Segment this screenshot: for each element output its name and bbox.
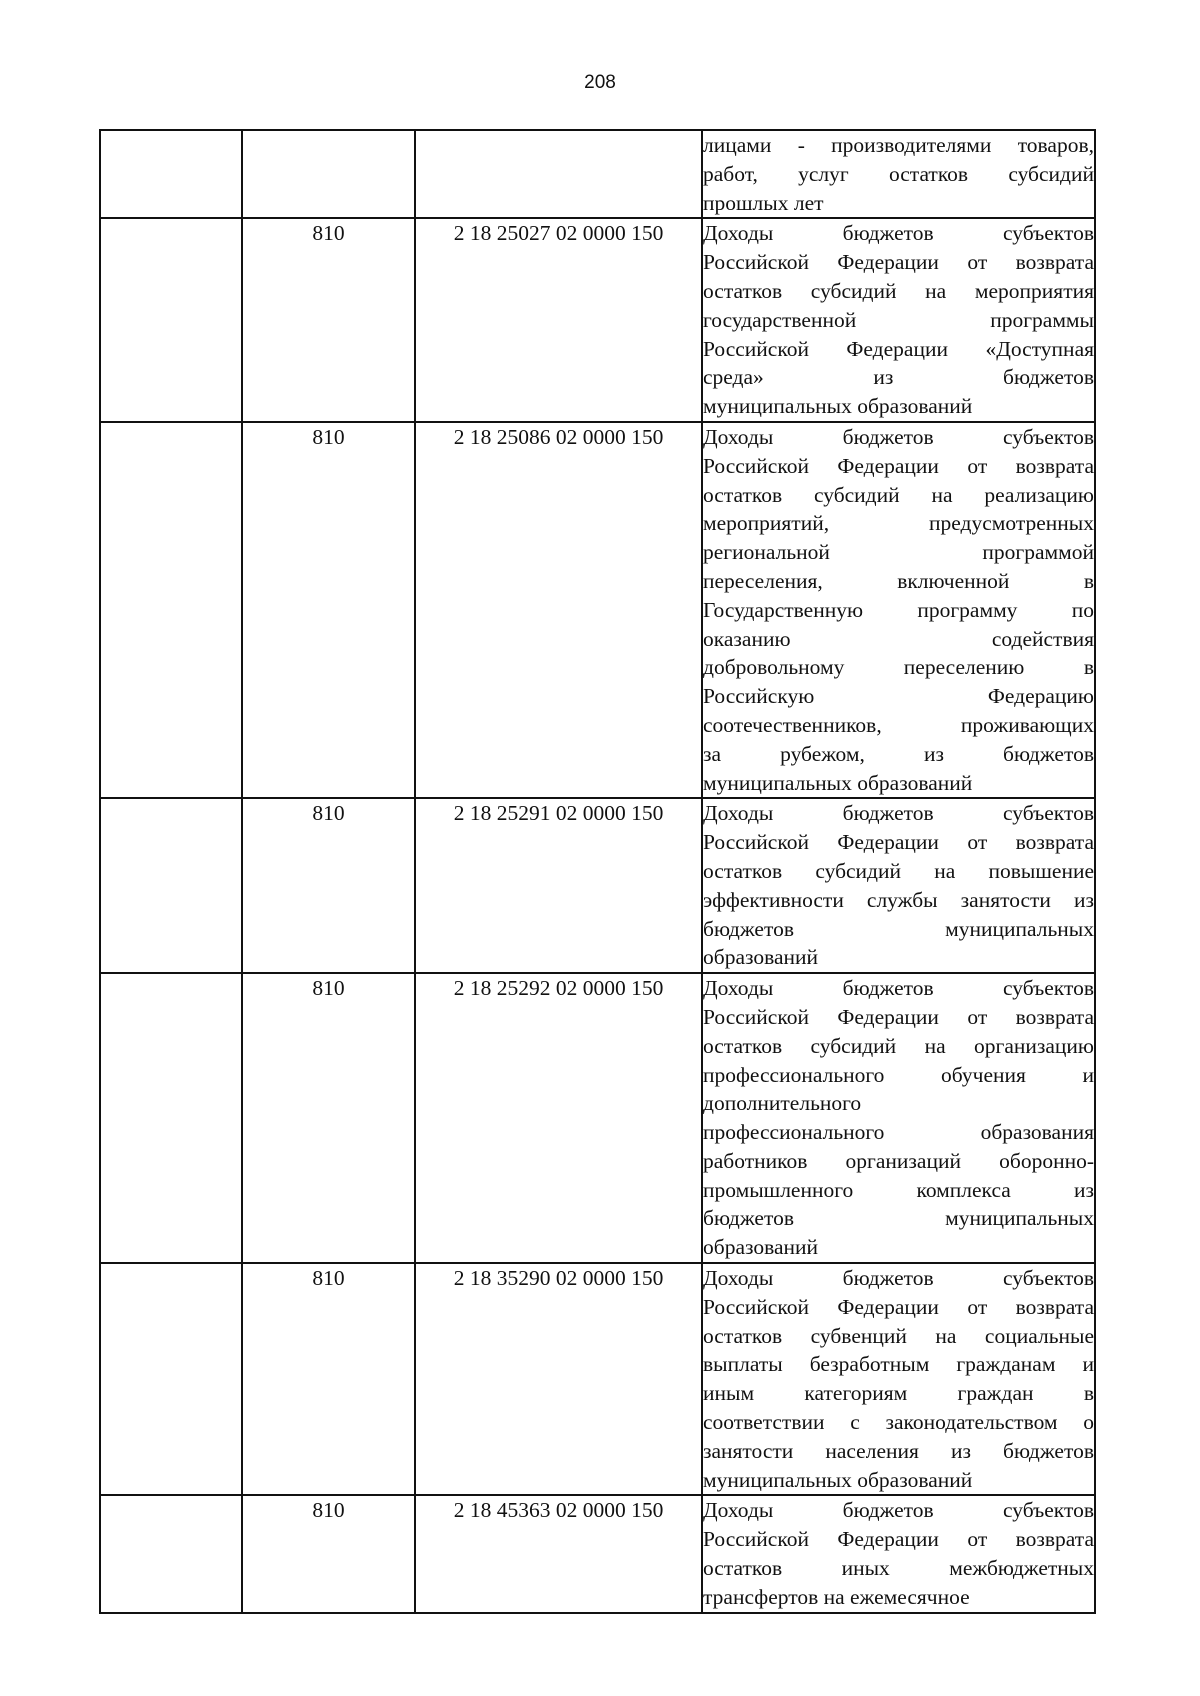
empty-cell <box>100 218 242 422</box>
description-cell <box>702 798 1095 973</box>
admin-code-cell: 810 <box>242 973 415 1263</box>
table-row <box>100 422 1095 798</box>
description-line: образований <box>703 1235 819 1260</box>
description-line: Доходы бюджетов субъектов <box>703 1266 1094 1291</box>
description-line: переселения, включенной в <box>703 568 1094 593</box>
table-row <box>100 973 1095 1263</box>
description-line: оказанию содействия <box>703 626 1094 651</box>
description-line: Российской Федерации от возврата <box>703 453 1094 478</box>
kbk-code-cell: 2 18 25292 02 0000 150 <box>415 973 702 1263</box>
description-line: добровольному переселению в <box>703 655 1094 680</box>
description-line: остатков субсидий на организацию <box>703 1033 1094 1058</box>
description-cell <box>702 218 1095 422</box>
description-cell <box>702 973 1095 1263</box>
admin-code-cell: 810 <box>242 1263 415 1495</box>
description-line: среда» из бюджетов <box>703 365 1094 390</box>
description-line: Доходы бюджетов субъектов <box>703 1498 1094 1523</box>
description-line: муниципальных образований <box>703 770 973 795</box>
description-line: мероприятий, предусмотренных <box>703 511 1094 536</box>
kbk-code-cell: 2 18 25086 02 0000 150 <box>415 422 702 798</box>
description-line: соотечественников, проживающих <box>703 712 1094 737</box>
description-line: образований <box>703 945 819 970</box>
admin-code-cell: 810 <box>242 218 415 422</box>
description-line: профессионального обучения и <box>703 1062 1094 1087</box>
description-line: трансфертов на ежемесячное <box>703 1584 970 1609</box>
description-line: Государственную программу по <box>703 597 1094 622</box>
description-line: эффективности службы занятости из <box>703 887 1094 912</box>
admin-code-cell: 810 <box>242 798 415 973</box>
description-line: Российскую Федерацию <box>703 684 1094 709</box>
description-line: Российской Федерации от возврата <box>703 1004 1094 1029</box>
description-line: государственной программы <box>703 307 1094 332</box>
admin-code-cell: 810 <box>242 1495 415 1612</box>
description-line: работников организаций оборонно- <box>703 1148 1094 1173</box>
description-line: бюджетов муниципальных <box>703 1206 1094 1231</box>
description-line: Доходы бюджетов субъектов <box>703 424 1094 449</box>
table-body <box>100 130 1095 1613</box>
page-number: 208 <box>584 72 616 93</box>
description-line: Российской Федерации от возврата <box>703 250 1094 275</box>
description-line: остатков иных межбюджетных <box>703 1556 1094 1581</box>
kbk-code-cell: 2 18 25291 02 0000 150 <box>415 798 702 973</box>
empty-cell <box>100 422 242 798</box>
empty-cell <box>100 1495 242 1612</box>
description-line: бюджетов муниципальных <box>703 916 1094 941</box>
admin-code-cell <box>242 130 415 218</box>
table-row <box>100 218 1095 422</box>
empty-cell <box>100 798 242 973</box>
description-line: остатков субсидий на реализацию <box>703 482 1094 507</box>
budget-table <box>99 129 1096 1614</box>
description-line: лицами - производителями товаров, <box>703 133 1094 157</box>
empty-cell <box>100 973 242 1263</box>
admin-code-cell: 810 <box>242 422 415 798</box>
table-row <box>100 798 1095 973</box>
kbk-code-cell: 2 18 45363 02 0000 150 <box>415 1495 702 1612</box>
description-line: соответствии с законодательством о <box>703 1410 1094 1435</box>
description-line: Доходы бюджетов субъектов <box>703 221 1094 246</box>
description-cell <box>702 422 1095 798</box>
description-line: Российской Федерации от возврата <box>703 830 1094 855</box>
description-line: выплаты безработным гражданам и <box>703 1352 1094 1377</box>
description-line: работ, услуг остатков субсидий <box>703 161 1094 186</box>
table-row <box>100 130 1095 218</box>
kbk-code-cell <box>415 130 702 218</box>
description-line: остатков субсидий на повышение <box>703 858 1094 883</box>
description-line: Доходы бюджетов субъектов <box>703 801 1094 826</box>
empty-cell <box>100 1263 242 1495</box>
description-line: промышленного комплекса из <box>703 1177 1094 1202</box>
description-line: муниципальных образований <box>703 1467 973 1492</box>
description-line: за рубежом, из бюджетов <box>703 741 1094 766</box>
description-line: Российской Федерации от возврата <box>703 1294 1094 1319</box>
description-line: Доходы бюджетов субъектов <box>703 976 1094 1001</box>
description-line: Российской Федерации «Доступная <box>703 336 1094 361</box>
description-line: прошлых лет <box>703 190 824 215</box>
kbk-code-cell: 2 18 25027 02 0000 150 <box>415 218 702 422</box>
description-line: остатков субвенций на социальные <box>703 1323 1094 1348</box>
description-cell <box>702 130 1095 218</box>
description-line: Российской Федерации от возврата <box>703 1527 1094 1552</box>
table-row <box>100 1263 1095 1495</box>
empty-cell <box>100 130 242 218</box>
description-line: иным категориям граждан в <box>703 1381 1094 1406</box>
description-cell <box>702 1495 1095 1612</box>
table-row <box>100 1495 1095 1612</box>
description-cell <box>702 1263 1095 1495</box>
description-line: региональной программой <box>703 540 1094 565</box>
kbk-code-cell: 2 18 35290 02 0000 150 <box>415 1263 702 1495</box>
description-line: профессионального образования <box>703 1120 1094 1145</box>
description-line: муниципальных образований <box>703 394 973 419</box>
description-line: занятости населения из бюджетов <box>703 1438 1094 1463</box>
description-line: остатков субсидий на мероприятия <box>703 278 1094 303</box>
description-line: дополнительного <box>703 1091 862 1116</box>
